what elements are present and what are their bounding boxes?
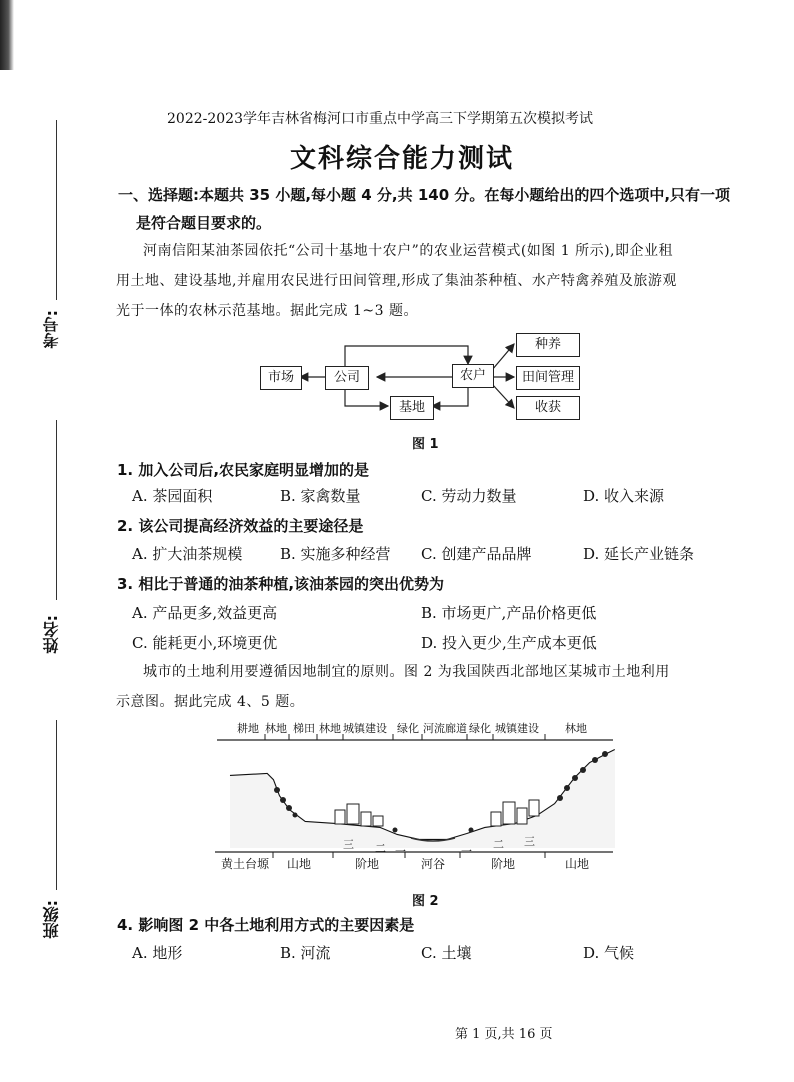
terrace-mark-3-right: 三 [524,835,535,848]
page-number: 第 1 页,共 16 页 [455,1027,553,1042]
zone-label-terraced-field: 梯田 [293,722,315,735]
question-4-stem: 4. 影响图 2 中各土地利用方式的主要因素是 [117,916,415,934]
q2-option-d[interactable]: D. 延长产业链条 [583,545,695,563]
question-1-stem: 1. 加入公司后,农民家庭明显增加的是 [117,461,370,479]
q3-option-c[interactable]: C. 能耗更小,环境更优 [132,634,278,652]
zone-label-green-2: 绿化 [469,722,491,735]
zone-label-cropland: 耕地 [237,722,259,735]
intro2-line2: 示意图。据此完成 4、5 题。 [116,694,305,710]
page-title: 文科综合能力测试 [290,144,515,174]
zone-label-forest-2: 林地 [319,722,341,735]
node-market: 市场 [260,366,302,390]
intro2-line1: 城市的土地利用要遵循因地制宜的原则。图 2 为我国陕西北部地区某城市土地利用 [143,664,670,680]
q4-option-d[interactable]: D. 气候 [583,944,635,962]
question-2-stem: 2. 该公司提高经济效益的主要途径是 [117,517,364,535]
q2-option-a[interactable]: A. 扩大油茶规模 [132,545,243,563]
class-field [40,720,80,960]
landform-loess-tableland: 黄土台塬 [221,857,270,871]
q4-option-b[interactable]: B. 河流 [280,944,331,962]
exam-number-field [40,120,80,370]
terrace-mark-1-right: 一 [461,845,472,858]
q1-option-d[interactable]: D. 收入来源 [583,487,665,505]
name-field [40,420,80,690]
terrace-mark-2-right: 二 [493,838,504,851]
zone-label-urban-1: 城镇建设 [343,722,387,735]
zone-label-forest-3: 林地 [565,722,587,735]
node-harvest: 收获 [516,396,580,420]
node-base: 基地 [390,396,434,420]
figure-2-caption: 图 2 [412,894,439,909]
question-3-stem: 3. 相比于普通的油茶种植,该油茶园的突出优势为 [117,575,445,593]
intro1-line3: 光于一体的农林示范基地。据此完成 1~3 题。 [116,303,418,319]
zone-label-urban-2: 城镇建设 [495,722,539,735]
node-breeding: 种养 [516,333,580,357]
figure-1-caption: 图 1 [412,437,439,452]
zone-label-green-1: 绿化 [397,722,419,735]
q3-option-b[interactable]: B. 市场更广,产品价格更低 [421,604,597,622]
q4-option-c[interactable]: C. 土壤 [421,944,472,962]
q2-option-b[interactable]: B. 实施多种经营 [280,545,391,563]
terrace-mark-2-left: 二 [375,842,386,855]
class-label: 班级: [42,900,61,939]
figure-2-cross-section [215,718,615,878]
figure-2-terrain-profile [215,718,615,878]
node-company: 公司 [325,366,369,390]
figure-1-flow-diagram [250,328,590,428]
landform-mountain-right: 山地 [565,857,590,871]
q2-option-c[interactable]: C. 创建产品品牌 [421,545,532,563]
landform-terrace-left: 阶地 [355,857,380,871]
q1-option-c[interactable]: C. 劳动力数量 [421,487,517,505]
class-line [56,720,57,890]
landform-river-valley: 河谷 [421,857,446,871]
q4-option-a[interactable]: A. 地形 [132,944,183,962]
section-heading-line1: 一、选择题:本题共 35 小题,每小题 4 分,共 140 分。在每小题给出的四个选项中,只有一项 [118,186,731,204]
intro1-line1: 河南信阳某油茶园依托“公司十基地十农户”的农业运营模式(如图 1 所示),即企业租 [143,243,673,259]
name-label: 姓名: [42,615,61,654]
landform-mountain-left: 山地 [287,857,312,871]
zone-label-river-corridor: 河流廊道 [423,722,467,735]
terrace-mark-1-left: 一 [395,845,406,858]
terrace-mark-3-left: 三 [343,838,354,851]
q3-option-d[interactable]: D. 投入更少,生产成本更低 [421,634,597,652]
exam-number-line [56,120,57,300]
exam-number-label: 考号: [42,310,61,349]
landform-terrace-right: 阶地 [491,857,516,871]
q3-option-a[interactable]: A. 产品更多,效益更高 [132,604,278,622]
q1-option-b[interactable]: B. 家禽数量 [280,487,361,505]
exam-subtitle: 2022-2023学年吉林省梅河口市重点中学高三下学期第五次模拟考试 [167,111,593,127]
scan-edge-shadow [0,0,14,70]
node-farmer: 农户 [452,364,494,388]
zone-label-forest-1: 林地 [265,722,287,735]
node-field-management: 田间管理 [516,366,580,390]
q1-option-a[interactable]: A. 茶园面积 [132,487,213,505]
section-heading-line2: 是符合题目要求的。 [136,214,272,232]
name-line [56,420,57,600]
intro1-line2: 用土地、建设基地,并雇用农民进行田间管理,形成了集油茶种植、水产特禽养殖及旅游观 [116,273,677,289]
